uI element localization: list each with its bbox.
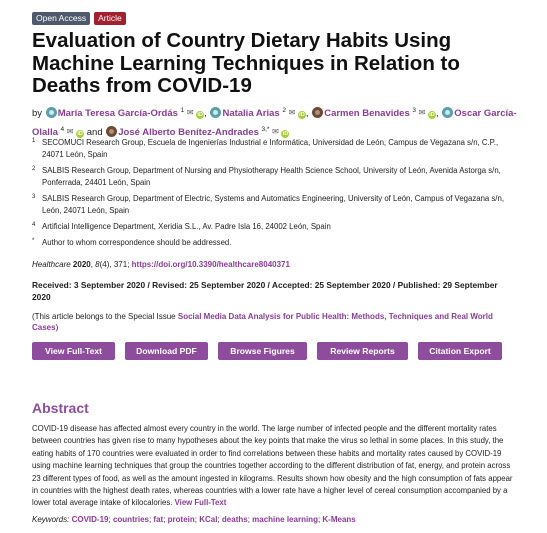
- orcid-icon[interactable]: iD: [197, 112, 203, 119]
- mail-icon[interactable]: ✉: [186, 108, 194, 118]
- keyword-link[interactable]: countries: [112, 515, 149, 524]
- abstract-body: [32, 423, 520, 510]
- publication-dates: Received: 3 September 2020 / Revised: 25 September 2020 / Accepted: 25 September 2020 / Published: 29 September 2020: [32, 280, 498, 302]
- author-name[interactable]: Oscar García-Olalla: [32, 108, 517, 139]
- author-photo-icon: [210, 107, 221, 118]
- orcid-icon[interactable]: iD: [429, 112, 435, 119]
- keyword-link[interactable]: KCal: [199, 515, 218, 524]
- special-issue-link[interactable]: Social Media Data Analysis for Public Health: Methods, Techniques and Real World Cases: [32, 312, 493, 332]
- keyword-link[interactable]: deaths: [221, 515, 248, 524]
- affiliation-item: [32, 193, 512, 217]
- citation-export-button[interactable]: Citation Export: [418, 342, 502, 360]
- keywords-line: Keywords: COVID-19; countries; fat; protein; KCal; deaths; machine learning; K-Means: [32, 515, 356, 524]
- article-type-badge: Article: [94, 12, 126, 25]
- abstract-text: COVID-19 disease has affected almost every country in the world. The large number of infected people and the different mortality rates between countries has given rise to many hypotheses about the key points that make the virus so lethal in some places. In this study, the eating habits of 170 countries were evaluated in order to find correlations between these habits and mortality rates caused by COVID-19 using machine learning techniques that group the countries together according to the different distribution of fat, energy, and protein across 23 different types of food, as well as the amount ingested in kilograms. Results shown how obesity and the high consumption of fats appear in countries with the highest death rates, whereas countries with a lower rate have a higher level of cereal consumption accompanied by a lower total average intake of kilocalories.: [32, 424, 513, 508]
- abstract-view-full-text-link[interactable]: View Full-Text: [174, 498, 227, 508]
- author-affiliation-sup: 3: [412, 107, 417, 114]
- author-affiliation-sup: 3,*: [261, 126, 270, 134]
- view-full-text-button[interactable]: View Full-Text: [32, 342, 115, 360]
- affiliation-item: [32, 237, 512, 249]
- by-label: by: [32, 108, 43, 120]
- keyword-link[interactable]: protein: [167, 515, 195, 524]
- keywords-label: Keywords:: [32, 515, 70, 524]
- keyword-link[interactable]: COVID-19: [71, 515, 109, 524]
- citation-issue: (4), 371;: [99, 260, 130, 269]
- author-name[interactable]: Carmen Benavides: [324, 108, 410, 120]
- author-affiliation-sup: 4: [60, 126, 65, 134]
- affiliation-text: SALBIS Research Group, Department of Nursing and Physiotherapy Health Science School, University of León, Avenida Astorga s/n, Ponferrada, 24401 León, Spain: [42, 166, 501, 187]
- author-name[interactable]: José Alberto Benítez-Andrades: [118, 127, 259, 139]
- author-name[interactable]: Natalia Arias: [222, 108, 280, 120]
- abstract-heading: Abstract: [32, 400, 89, 416]
- mail-icon[interactable]: ✉: [288, 108, 296, 118]
- author-photo-icon: [442, 107, 453, 118]
- author-name[interactable]: María Teresa García-Ordás: [57, 108, 178, 120]
- affiliation-list: [32, 137, 512, 253]
- author-photo-icon: [312, 107, 323, 118]
- author-list: by María Teresa García-Ordás $^1$ ✉ iD, Natalia Arias $^2$ ✉ iD, Carmen Benavides $^3$ ✉ iD, Oscar García-Olalla $^4$ ✉ iD and José Alberto Benítez-Andrades $^{3,*}$ ✉ iD: [32, 107, 517, 139]
- citation-line: Healthcare 2020, 8(4), 371; https://doi.org/10.3390/healthcare8040371: [32, 260, 290, 269]
- article-title: Evaluation of Country Dietary Habits Using Machine Learning Techniques in Relation to Deaths from COVID-19: [32, 29, 460, 97]
- open-access-badge[interactable]: Open Access: [32, 12, 90, 25]
- author-affiliation-sup: 2: [282, 107, 286, 114]
- affiliation-item: [32, 137, 512, 161]
- browse-figures-button[interactable]: Browse Figures: [218, 342, 307, 360]
- affiliation-item: [32, 165, 512, 189]
- affiliation-number: 4: [32, 222, 36, 228]
- mail-icon[interactable]: ✉: [66, 127, 74, 137]
- mail-icon[interactable]: ✉: [418, 108, 426, 118]
- citation-volume: 8: [95, 260, 100, 269]
- special-issue-prefix: (This article belongs to the Special Issue: [32, 312, 178, 321]
- review-reports-button[interactable]: Review Reports: [317, 342, 408, 360]
- orcid-icon[interactable]: iD: [77, 131, 83, 138]
- journal-name: Healthcare: [32, 260, 71, 269]
- special-issue-suffix: ): [55, 323, 59, 332]
- affiliation-text: Artificial Intelligence Department, Xeridia S.L., Av. Padre Isla 16, 24002 León, Spain: [42, 222, 331, 231]
- affiliation-text: SECOMUCI Research Group, Escuela de Ingenierías Industrial e Informática, Universidad de León, Campus de Vegazana s/n, C.P., 24071 León, Spain: [42, 138, 499, 159]
- author-photo-icon: [46, 107, 57, 118]
- affiliation-number: 1: [32, 138, 36, 144]
- affiliation-number: *: [32, 238, 35, 244]
- and-label: and: [86, 127, 103, 139]
- affiliation-text: Author to whom correspondence should be addressed.: [42, 238, 232, 247]
- affiliation-item: [32, 221, 512, 233]
- keyword-link[interactable]: fat: [153, 515, 164, 524]
- mail-icon[interactable]: ✉: [272, 127, 279, 137]
- citation-year: 2020: [72, 260, 91, 269]
- author-affiliation-sup: 1: [180, 107, 185, 114]
- special-issue-note: [32, 311, 512, 333]
- orcid-icon[interactable]: iD: [299, 112, 305, 119]
- orcid-icon[interactable]: iD: [282, 131, 289, 138]
- action-buttons: [32, 342, 502, 360]
- badge-row: [32, 12, 126, 25]
- affiliation-number: 3: [32, 194, 36, 200]
- doi-link[interactable]: https://doi.org/10.3390/healthcare8040371: [131, 260, 290, 269]
- author-photo-icon: [106, 126, 117, 137]
- keyword-link[interactable]: K-Means: [322, 515, 356, 524]
- affiliation-number: 2: [32, 166, 36, 172]
- download-pdf-button[interactable]: Download PDF: [125, 342, 208, 360]
- keyword-link[interactable]: machine learning: [252, 515, 318, 524]
- affiliation-text: SALBIS Research Group, Department of Electric, Systems and Automatics Engineering, University of León, Campus of Vegazana s/n, León, 24071 León, Spain: [42, 194, 504, 215]
